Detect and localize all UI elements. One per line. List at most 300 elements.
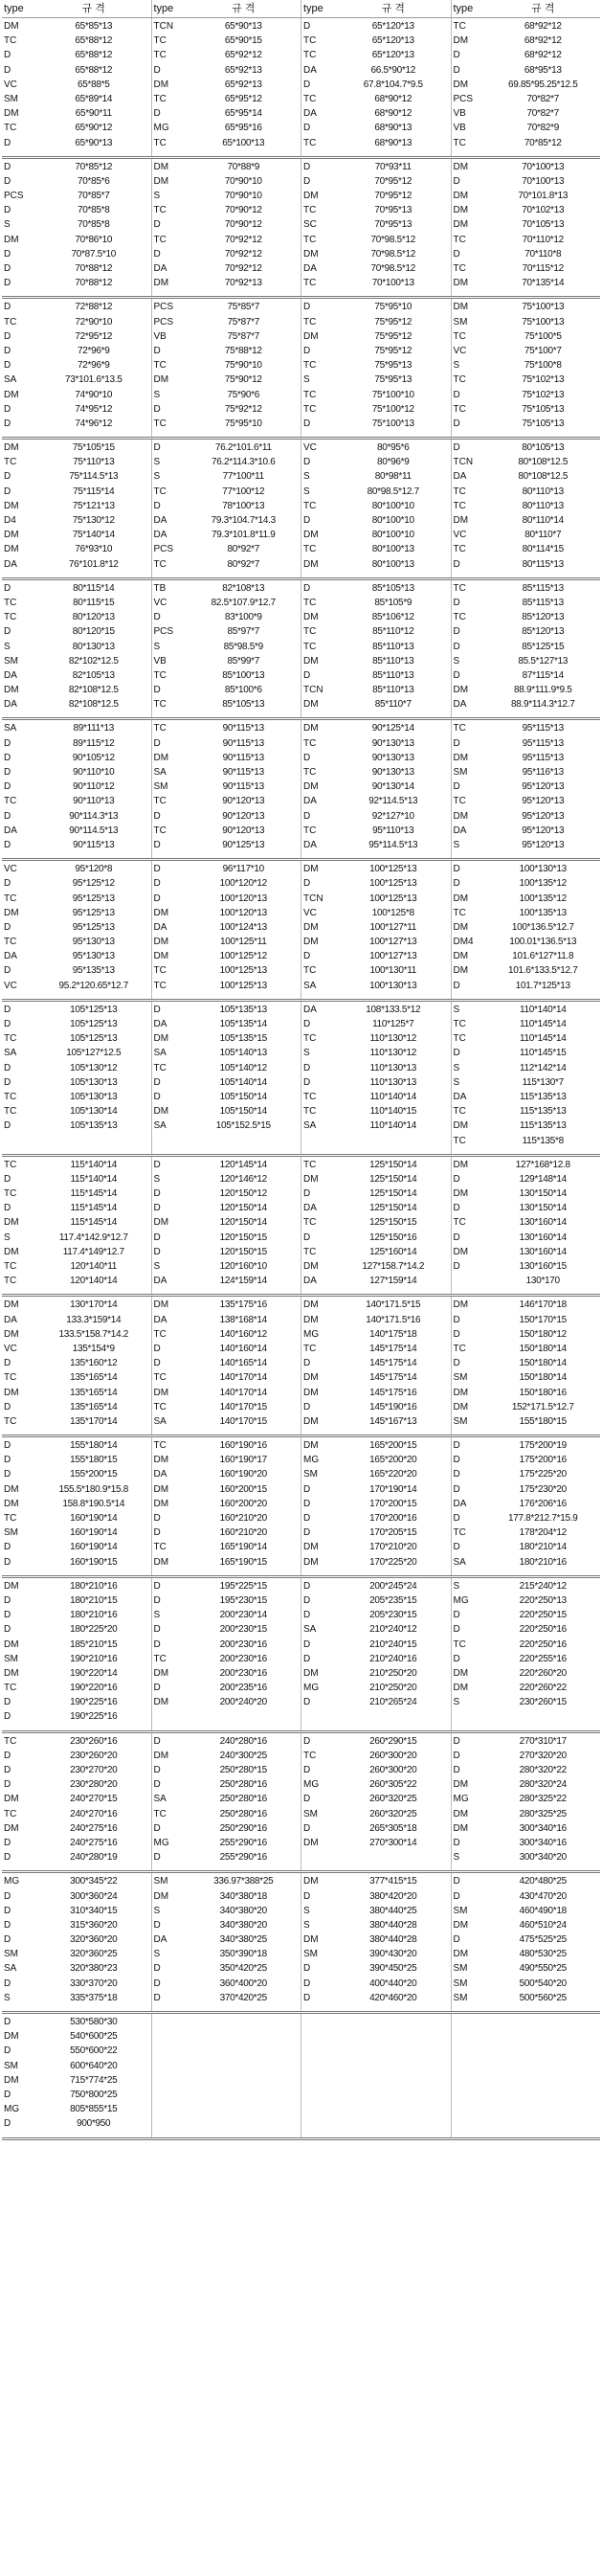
spec-cell: 70*95*12: [374, 191, 412, 202]
type-cell: TC: [303, 1033, 317, 1045]
type-cell: D: [4, 878, 11, 890]
table-row: [152, 513, 301, 528]
table-row: [152, 1075, 301, 1090]
table-row: [301, 1274, 451, 1288]
type-cell: D: [4, 752, 11, 763]
table-row: [452, 1932, 601, 1947]
table-row: [152, 809, 301, 824]
type-cell: SA: [453, 1556, 466, 1568]
type-cell: DM: [303, 655, 319, 667]
spec-cell: 340*380*20: [219, 1919, 267, 1931]
type-cell: TC: [453, 21, 466, 32]
spec-cell: 200*230*15: [219, 1624, 267, 1636]
type-cell: D: [153, 1977, 161, 1989]
spec-cell: 155*180*15: [70, 1455, 118, 1466]
type-cell: D: [4, 1203, 11, 1214]
spec-cell: 85*110*13: [372, 641, 414, 652]
table-row: [301, 1695, 451, 1709]
type-cell: D: [4, 175, 11, 187]
header-col-2: [152, 0, 302, 17]
spec-cell: 70*95*13: [374, 219, 412, 231]
spec-cell: 105*135*15: [219, 1033, 267, 1045]
table-row: [301, 1017, 451, 1031]
type-cell: D: [153, 403, 161, 415]
type-cell: D: [4, 1977, 11, 1989]
spec-cell: 70*90*10: [224, 175, 262, 187]
spec-cell: 170*200*16: [369, 1513, 417, 1524]
table-header: [2, 0, 600, 18]
table-row: [452, 1017, 601, 1031]
spec-cell: 72*95*12: [75, 330, 113, 342]
type-cell: D: [153, 1822, 161, 1834]
column-block: [301, 1437, 452, 1575]
type-cell: D: [453, 597, 460, 608]
type-cell: DM: [453, 161, 469, 172]
table-row: [452, 1579, 601, 1593]
type-cell: TC: [153, 486, 167, 497]
type-cell: D: [453, 669, 460, 681]
type-cell: D: [153, 737, 161, 749]
type-cell: DM: [4, 389, 19, 400]
spec-cell: 105*127*12.5: [66, 1048, 122, 1059]
table-row: [2, 1540, 151, 1554]
spec-cell: 900*950: [77, 2118, 111, 2130]
table-row: [152, 160, 301, 174]
table-row: [152, 624, 301, 639]
type-cell: SA: [303, 1624, 317, 1636]
spec-cell: 310*340*15: [70, 1905, 118, 1916]
table-row: [2, 1245, 151, 1259]
spec-cell: 190*220*14: [70, 1667, 118, 1679]
spec-cell: 65*120*13: [371, 21, 414, 32]
table-row: [301, 247, 451, 261]
spec-cell: 85*115*13: [522, 597, 564, 608]
type-cell: SA: [4, 723, 17, 734]
table-row: [301, 300, 451, 314]
spec-cell: 75*87*7: [227, 330, 259, 342]
type-cell: DA: [453, 699, 467, 711]
spec-cell: 370*420*25: [219, 1992, 267, 2003]
table-row: [301, 528, 451, 542]
spec-cell: 120*145*14: [219, 1159, 267, 1170]
spec-cell: 75*100*13: [371, 418, 414, 429]
spec-cell: 95*115*13: [522, 737, 564, 749]
spec-cell: 127*159*14: [369, 1276, 417, 1287]
table-row: [2, 2059, 151, 2073]
type-cell: D: [453, 1837, 460, 1848]
table-row: [452, 1327, 601, 1342]
spec-cell: 230*280*20: [70, 1779, 118, 1791]
spec-cell: 805*855*15: [70, 2104, 118, 2115]
spec-cell: 160*190*15: [70, 1556, 118, 1568]
spec-cell: 75*95*12: [374, 330, 412, 342]
type-cell: TC: [453, 1135, 466, 1146]
table-row: [152, 654, 301, 668]
spec-cell: 88.9*111.9*9.5: [514, 685, 572, 696]
type-cell: SM: [453, 1372, 468, 1384]
spec-cell: 65*90*13: [224, 21, 262, 32]
type-cell: DM: [453, 1188, 469, 1200]
table-row: [2, 455, 151, 469]
type-cell: D: [453, 64, 460, 76]
spec-cell: 160*190*17: [219, 1455, 267, 1466]
spec-cell: 110*145*15: [519, 1048, 567, 1059]
spec-cell: 85*120*13: [522, 612, 565, 623]
table-row: [452, 1201, 601, 1215]
spec-cell: 550*600*22: [70, 2045, 118, 2057]
type-cell: D: [453, 1765, 460, 1775]
spec-cell: 77*100*12: [222, 486, 265, 497]
type-cell: TC: [4, 35, 17, 47]
type-cell: D: [453, 1048, 460, 1059]
row-group: [2, 580, 600, 721]
spec-cell: 70*92*12: [224, 234, 262, 245]
type-cell: D: [303, 1992, 311, 2003]
type-cell: TC: [153, 234, 167, 245]
table-row: [301, 876, 451, 891]
table-row: [2, 2015, 151, 2029]
table-row: [2, 528, 151, 542]
spec-cell: 70*110*12: [522, 234, 564, 245]
spec-cell: 100*130*13: [519, 864, 567, 875]
type-cell: D: [303, 1638, 311, 1650]
type-cell: VC: [303, 907, 317, 918]
table-row: [452, 276, 601, 290]
spec-cell: 100*125*13: [219, 965, 267, 977]
type-cell: D: [453, 1934, 460, 1946]
type-cell: D: [4, 1750, 11, 1761]
column-block: [2, 1873, 152, 2011]
spec-cell: 90*130*13: [371, 767, 414, 778]
type-cell: D: [153, 1919, 161, 1931]
table-row: [301, 1947, 451, 1961]
type-cell: D: [4, 1062, 11, 1073]
type-cell: D: [4, 1469, 11, 1480]
table-row: [301, 1918, 451, 1932]
table-row: [152, 1777, 301, 1792]
spec-cell: 145*175*14: [369, 1358, 417, 1369]
table-row: [301, 1356, 451, 1370]
table-row: [2, 596, 151, 610]
spec-cell: 95*130*13: [72, 951, 115, 962]
spec-cell: 130*160*15: [519, 1261, 567, 1272]
spec-cell: 160*190*14: [70, 1527, 118, 1539]
spec-cell: 165*190*14: [219, 1542, 267, 1553]
table-row: [452, 824, 601, 838]
table-row: [2, 441, 151, 455]
spec-cell: 420*460*20: [369, 1992, 417, 2003]
spec-cell: 105*130*13: [70, 1091, 118, 1102]
spec-cell: 115*140*14: [70, 1173, 118, 1185]
table-row: [2, 1977, 151, 1991]
spec-cell: 145*190*16: [369, 1401, 417, 1412]
table-row: [301, 1046, 451, 1060]
spec-cell: 530*580*30: [70, 2017, 118, 2027]
type-cell: SA: [4, 1963, 17, 1975]
spec-cell: 130*170*14: [70, 1299, 118, 1311]
spec-cell: 180*210*15: [70, 1594, 118, 1606]
spec-cell: 280*325*25: [519, 1808, 567, 1819]
type-cell: DM: [4, 1246, 19, 1257]
table-row: [152, 1400, 301, 1414]
table-row: [2, 654, 151, 668]
spec-cell: 75*95*10: [374, 302, 412, 313]
type-cell: DM: [453, 79, 469, 90]
type-cell: DM: [303, 781, 319, 793]
table-row: [452, 499, 601, 513]
column-block: [301, 299, 452, 437]
column-block: [152, 1873, 302, 2011]
table-row: [152, 247, 301, 261]
table-row: [452, 455, 601, 469]
type-cell: SA: [153, 1794, 167, 1805]
table-row: [152, 906, 301, 920]
spec-cell: 65*120*13: [371, 35, 414, 47]
spec-cell: 75*90*6: [227, 389, 259, 400]
table-row: [152, 1977, 301, 1991]
type-cell: DA: [4, 825, 17, 836]
table-row: [2, 1593, 151, 1608]
table-row: [2, 344, 151, 358]
spec-cell: 130*170: [525, 1276, 560, 1287]
type-cell: DM: [453, 1779, 469, 1791]
type-cell: D: [4, 471, 11, 483]
table-row: [301, 1666, 451, 1681]
type-cell: TC: [453, 403, 466, 415]
spec-cell: 127*168*12.8: [515, 1159, 570, 1170]
type-cell: DA: [153, 263, 167, 274]
table-row: [301, 1313, 451, 1327]
table-row: [152, 261, 301, 276]
spec-cell: 66.5*90*12: [370, 64, 415, 76]
type-cell: D: [153, 810, 161, 822]
spec-cell: 90*114.3*13: [69, 810, 119, 822]
table-row: [2, 300, 151, 314]
type-cell: D: [4, 1401, 11, 1412]
type-cell: MG: [4, 2104, 20, 2115]
type-cell: TC: [303, 205, 317, 216]
table-row: [301, 121, 451, 135]
type-cell: D: [453, 389, 460, 400]
type-cell: TC: [453, 612, 466, 623]
spec-cell: 112*142*14: [519, 1062, 567, 1073]
type-cell: D: [4, 2045, 11, 2057]
spec-cell: 500*540*20: [519, 1977, 567, 1989]
spec-cell: 160*200*15: [219, 1483, 267, 1495]
type-cell: DM: [453, 1949, 469, 1960]
table-row: [301, 1681, 451, 1695]
type-cell: TC: [4, 1261, 17, 1272]
type-cell: D: [153, 685, 161, 696]
column-block: [2, 299, 152, 437]
type-cell: TC: [153, 137, 167, 148]
spec-cell: 96*117*10: [222, 864, 264, 875]
type-cell: DA: [4, 951, 17, 962]
table-row: [2, 203, 151, 217]
table-row: [452, 892, 601, 906]
table-row: [452, 1370, 601, 1385]
table-row: [301, 1763, 451, 1777]
table-row: [452, 1918, 601, 1932]
table-row: [301, 63, 451, 78]
spec-cell: 100*125*13: [369, 878, 417, 890]
table-row: [152, 557, 301, 572]
table-row: [452, 668, 601, 683]
type-cell: TC: [453, 330, 466, 342]
column-block: [301, 1733, 452, 1871]
type-cell: S: [453, 655, 460, 667]
type-cell: D: [153, 1580, 161, 1592]
spec-cell: 180*210*16: [70, 1580, 118, 1592]
table-row: [2, 1201, 151, 1215]
spec-cell: 129*148*14: [519, 1173, 567, 1185]
spec-cell: 95*135*13: [72, 965, 115, 977]
table-row: [152, 300, 301, 314]
type-cell: D: [453, 1890, 460, 1902]
spec-cell: 335*375*18: [70, 1992, 118, 2003]
spec-cell: 105*125*13: [70, 1004, 118, 1015]
spec-cell: 70*100*13: [522, 161, 565, 172]
spec-cell: 90*125*13: [222, 839, 265, 850]
type-cell: D: [153, 248, 161, 260]
table-row: [152, 1695, 301, 1709]
type-cell: DM: [453, 515, 469, 526]
spec-cell: 65*92*13: [224, 79, 262, 90]
table-row: [152, 1245, 301, 1259]
spec-cell: 140*170*15: [219, 1401, 267, 1412]
table-row: [152, 838, 301, 852]
spec-cell: 175*200*19: [519, 1440, 567, 1452]
type-cell: SM: [303, 1808, 318, 1819]
spec-cell: 74*90*10: [75, 389, 113, 400]
type-cell: D: [4, 1610, 11, 1621]
spec-cell: 240*270*16: [70, 1808, 118, 1819]
table-row: [152, 1497, 301, 1511]
table-row: [2, 1511, 151, 1525]
column-block: [452, 720, 601, 858]
table-row: [2, 1695, 151, 1709]
spec-cell: 70*105*13: [522, 219, 565, 231]
type-cell: D: [453, 864, 460, 875]
table-row: [301, 721, 451, 735]
spec-cell: 82*108*12.5: [68, 699, 119, 711]
table-row: [452, 1438, 601, 1453]
table-row: [2, 736, 151, 751]
type-cell: TC: [303, 316, 317, 328]
table-row: [301, 963, 451, 978]
table-row: [2, 624, 151, 639]
spec-cell: 65*90*15: [224, 35, 262, 47]
column-block: [152, 159, 302, 297]
table-row: [152, 106, 301, 121]
spec-cell: 200*230*14: [219, 1610, 267, 1621]
spec-cell: 72*90*10: [75, 316, 113, 328]
spec-cell: 90*120*13: [222, 810, 265, 822]
type-cell: SA: [303, 980, 317, 991]
spec-cell: 80*108*12.5: [518, 471, 569, 483]
table-row: [452, 373, 601, 387]
row-group: [2, 1733, 600, 1874]
table-row: [452, 683, 601, 697]
spec-cell: 115*140*14: [70, 1159, 118, 1170]
table-row: [2, 1119, 151, 1133]
type-cell: S: [303, 1919, 310, 1931]
spec-cell: 120*150*14: [219, 1217, 267, 1229]
spec-cell: 255*290*16: [219, 1837, 267, 1848]
table-row: [301, 557, 451, 572]
table-row: [452, 1104, 601, 1119]
spec-cell: 80*120*13: [72, 612, 115, 623]
type-cell: VC: [4, 1343, 17, 1354]
spec-cell: 430*470*20: [519, 1890, 567, 1902]
table-row: [2, 2073, 151, 2088]
spec-cell: 160*190*20: [219, 1469, 267, 1480]
type-cell: D: [4, 1765, 11, 1775]
type-cell: DM: [4, 1387, 19, 1398]
spec-cell: 95*125*13: [72, 893, 115, 904]
spec-cell: 140*170*14: [219, 1387, 267, 1398]
type-cell: DM: [453, 205, 469, 216]
spec-cell: 65*90*13: [75, 137, 113, 148]
table-row: [301, 1186, 451, 1201]
type-cell: DA: [4, 669, 17, 681]
table-row: [2, 1807, 151, 1821]
type-cell: D: [303, 515, 311, 526]
type-cell: DA: [303, 64, 317, 76]
type-cell: DM: [153, 79, 169, 90]
type-cell: D: [4, 1711, 11, 1723]
table-row: [152, 1525, 301, 1540]
type-cell: DM: [453, 1401, 469, 1412]
type-cell: D: [4, 1905, 11, 1916]
spec-cell: 125*150*16: [369, 1232, 417, 1243]
spec-cell: 90*110*12: [73, 781, 115, 793]
type-cell: D: [453, 1624, 460, 1636]
spec-cell: 65*90*11: [75, 108, 112, 120]
spec-cell: 600*640*20: [70, 2060, 118, 2071]
type-cell: D: [153, 1343, 161, 1354]
type-cell: TC: [153, 1328, 167, 1340]
row-group: [2, 1578, 600, 1733]
table-row: [152, 1215, 301, 1230]
type-cell: DM: [153, 1498, 169, 1509]
spec-cell: 240*275*16: [70, 1837, 118, 1848]
table-row: [2, 160, 151, 174]
type-cell: S: [4, 219, 11, 231]
type-cell: TC: [4, 1513, 17, 1524]
type-cell: DM: [153, 1483, 169, 1495]
type-cell: SM: [303, 1949, 318, 1960]
spec-cell: 75*100*7: [524, 345, 562, 356]
type-cell: D: [153, 1358, 161, 1369]
spec-cell: 715*774*25: [70, 2074, 118, 2086]
type-cell: DM: [4, 907, 19, 918]
type-cell: D: [4, 486, 11, 497]
table-row: [2, 542, 151, 556]
spec-cell: 155*180*15: [519, 1415, 567, 1427]
spec-cell: 195*225*15: [219, 1580, 267, 1592]
table-row: [452, 1245, 601, 1259]
table-row: [152, 48, 301, 62]
table-row: [301, 1414, 451, 1429]
spec-cell: 145*175*14: [369, 1372, 417, 1384]
table-row: [301, 455, 451, 469]
table-row: [2, 2029, 151, 2044]
table-row: [452, 862, 601, 876]
table-row: [2, 1709, 151, 1724]
column-block: [301, 861, 452, 999]
type-cell: D: [4, 302, 11, 313]
